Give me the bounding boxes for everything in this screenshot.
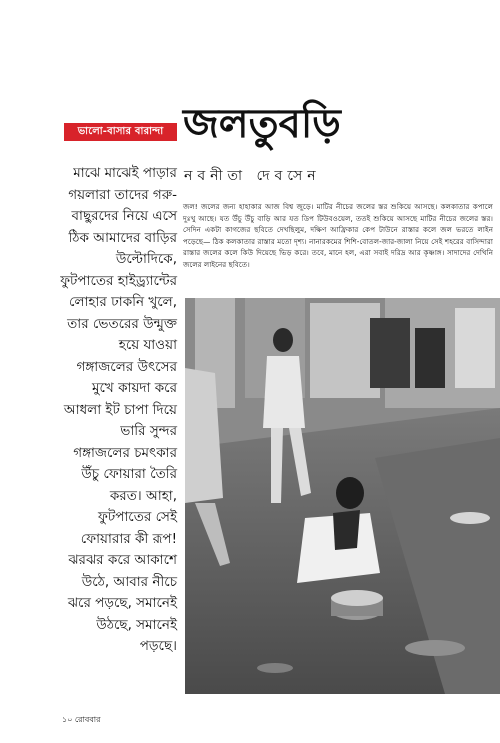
intro-paragraph: জল! জলের জন্য হাহাকার আজ বিশ্ব জুড়ে। মাটির নীচের জলের স্তর শুকিয়ে আসছে। কলকাতার কপালে দুঃখু আছে। যত উঁচু উঁচু বাড়ি আর যত ডিপ টিউবওয়েল, ততই শুকিয়ে আসছে মাটির নীচের জলের স্তর। সেদিন একটা কাগজের ছবিতে দেখছিলুম, দক্ষিণ আফ্রিকার কেপ টাউনে রাস্তার কলে জল ভরতে লাইন পড়েছে— ঠিক কলকাতার রাস্তার মতো দৃশ্য। নানারকমের শিশি-বোতল-জার-জালা নিয়ে সেই শহরের বাসিন্দারা রাস্তার জলের কলে কিউ দিয়েছে ভিড় করে। তবে, মানে হল, এরা সবাই দরিদ্র আর কৃষ্ণাঙ্গ। সাদাদের দেখিনি জলের লাইনের ছবিতে।	[183, 202, 493, 269]
pull-quote: মাঝে মাঝেই পাড়ার গয়লারা তাদের গরু-বাছুরদের নিয়ে এসে ঠিক আমাদের বাড়ির উল্টোদিকে, ফুটপাতের হাইড্র্যান্টের লোহার ঢাকনি খুলে, তার ভেতরের উন্মুক্ত হয়ে যাওয়া গঙ্গাজলের উৎসের মুখে কায়দা করে আধলা ইট চাপা দিয়ে ভারি সুন্দর গঙ্গাজলের চমৎকার উঁচু ফোয়ারা তৈরি করত। আহা, ফুটপাতের সেই ফোয়ারার কী রূপ! ঝরঝর করে আকাশে উঠে, আবার নীচে ঝরে পড়ছে, সমানেই উঠছে, সমানেই পড়ছে।	[60, 165, 177, 654]
section-badge: ভালো-বাসার বারান্দা	[64, 123, 177, 141]
author-name: নবনীতা দেবসেন	[184, 168, 321, 184]
page-title: জলতুবড়ি	[183, 101, 341, 147]
street-photo	[185, 298, 500, 694]
page-footer: ১০ রোববার	[62, 715, 101, 724]
